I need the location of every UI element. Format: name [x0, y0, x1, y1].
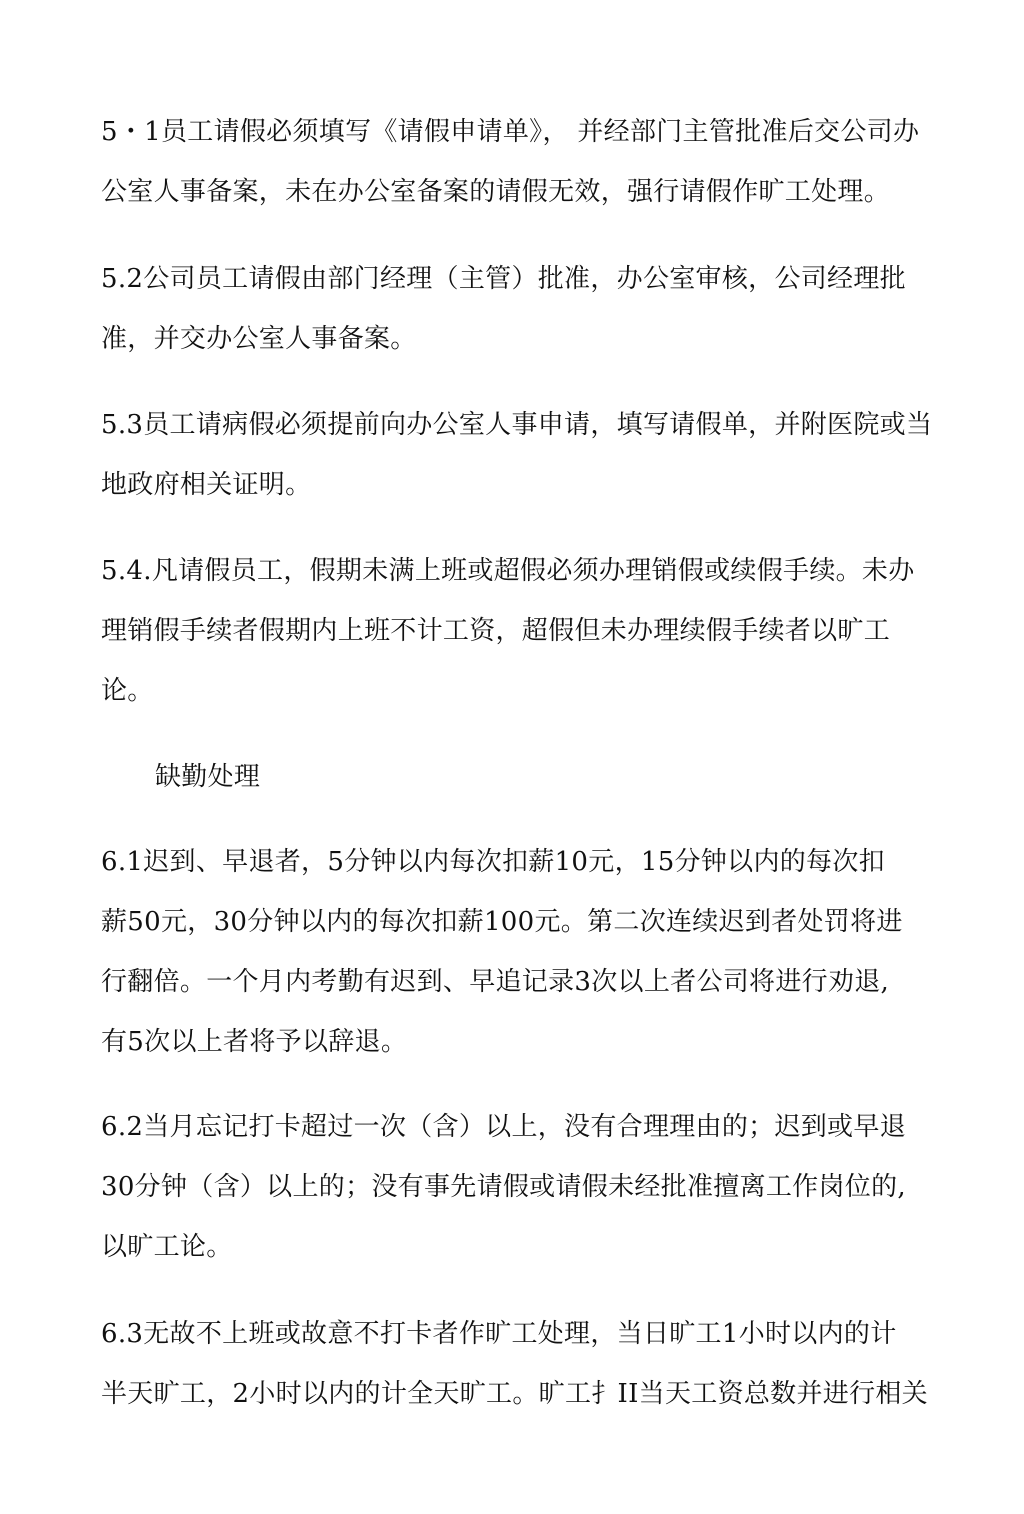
paragraph-6-1-line-3: 行翻倍。一个月内考勤有迟到、早追记录3次以上者公司将进行劝退,: [101, 967, 890, 997]
paragraph-5-2-line-1: 5.2公司员工请假由部门经理（主管）批准，办公室审核，公司经理批: [101, 264, 906, 294]
paragraph-6-2-line-1: 6.2当月忘记打卡超过一次（含）以上，没有合理理由的；迟到或早退: [101, 1112, 906, 1142]
paragraph-5-4-line-3: 论。: [101, 676, 154, 706]
paragraph-5-1-line-1: 5・1员工请假必须填写《请假申请单》， 并经部门主管批准后交公司办: [101, 117, 920, 147]
paragraph-5-2-line-2: 准，并交办公室人事备案。: [101, 324, 417, 354]
section-heading-absence: 缺勤处理: [155, 762, 261, 792]
paragraph-5-4-line-2: 理销假手续者假期内上班不计工资，超假但未办理续假手续者以旷工: [101, 616, 891, 646]
paragraph-6-1-line-2: 薪50元，30分钟以内的每次扣薪100元。第二次连续迟到者处罚将进: [101, 907, 903, 937]
paragraph-5-1-line-2: 公室人事备案，未在办公室备案的请假无效，强行请假作旷工处理。: [101, 177, 891, 207]
paragraph-6-2-line-2: 30分钟（含）以上的；没有事先请假或请假未经批准擅离工作岗位的,: [101, 1172, 906, 1202]
paragraph-5-3-line-1: 5.3员工请病假必须提前向办公室人事申请，填写请假单，并附医院或当: [101, 410, 933, 440]
paragraph-6-1-line-4: 有5次以上者将予以辞退。: [101, 1027, 408, 1057]
paragraph-6-2-line-3: 以旷工论。: [101, 1232, 233, 1262]
paragraph-6-3-line-1: 6.3无故不上班或故意不打卡者作旷工处理，当日旷工1小时以内的计: [101, 1319, 897, 1349]
paragraph-5-3-line-2: 地政府相关证明。: [101, 470, 312, 500]
paragraph-6-1-line-1: 6.1迟到、早退者，5分钟以内每次扣薪10元，15分钟以内的每次扣: [101, 847, 885, 877]
paragraph-6-3-line-2: 半天旷工，2小时以内的计全天旷工。旷工扌II当天工资总数并进行相关: [101, 1379, 928, 1409]
paragraph-5-4-line-1: 5.4.凡请假员工，假期未满上班或超假必须办理销假或续假手续。未办: [101, 556, 915, 586]
